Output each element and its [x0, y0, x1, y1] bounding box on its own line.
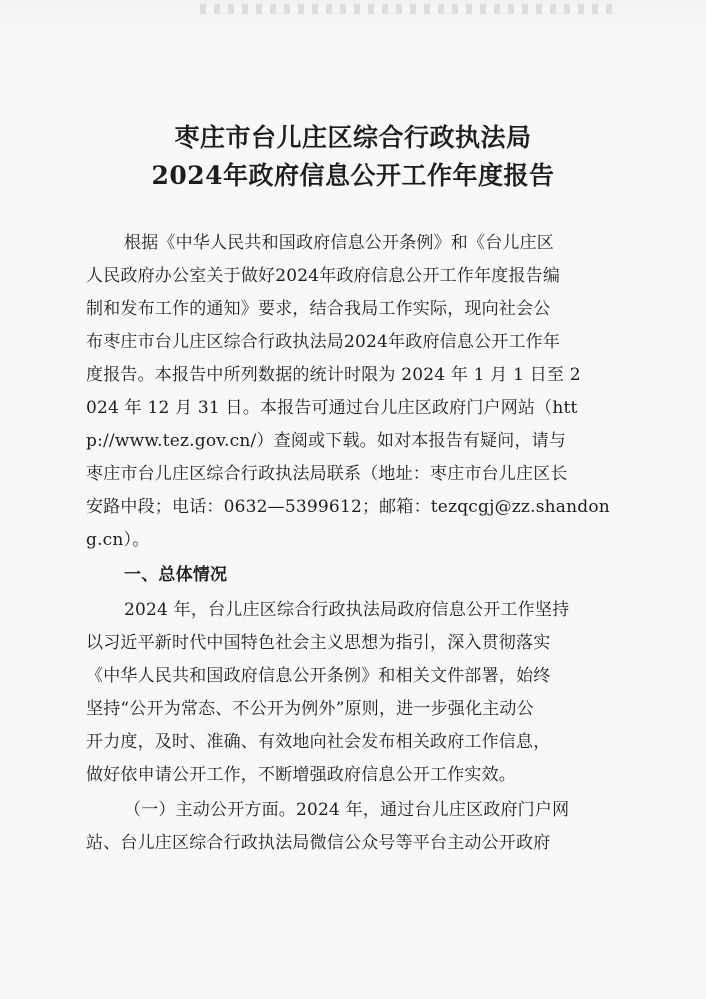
paragraph-line: 站、台儿庄区综合行政执法局微信公众号等平台主动公开政府: [86, 833, 551, 853]
paragraph-line: 人民政府办公室关于做好2024年政府信息公开工作年度报告编: [86, 266, 561, 286]
paragraph-line: 做好依申请公开工作，不断增强政府信息公开工作实效。: [86, 765, 516, 785]
paragraph-line: 枣庄市台儿庄区综合行政执法局联系（地址：枣庄市台儿庄区长: [86, 464, 568, 484]
paragraph-line: 安路中段；电话：0632—5399612；邮箱：tezqcgj@zz.shandon: [86, 497, 610, 517]
paragraph-line: 开力度，及时、准确、有效地向社会发布相关政府工作信息，: [86, 732, 551, 752]
paragraph-line: 度报告。本报告中所列数据的统计时限为 2024 年 1 月 1 日至 2: [86, 365, 581, 385]
paragraph-line: 《中华人民共和国政府信息公开条例》和相关文件部署，始终: [86, 666, 551, 686]
document-title-line-2: 2024年政府信息公开工作年度报告: [151, 161, 555, 190]
paragraph-line: 根据《中华人民共和国政府信息公开条例》和《台儿庄区: [124, 233, 554, 253]
document-title-line-1: 枣庄市台儿庄区综合行政执法局: [174, 123, 532, 152]
paragraph-line: 布枣庄市台儿庄区综合行政执法局2024年政府信息公开工作年: [86, 332, 561, 352]
paragraph-line: 024 年 12 月 31 日。本报告可通过台儿庄区政府门户网站（htt: [86, 398, 578, 418]
section-heading: 一、总体情况: [124, 565, 228, 585]
paragraph-line: 制和发布工作的通知》要求，结合我局工作实际，现向社会公: [86, 299, 551, 319]
paragraph-line: 坚持“公开为常态、不公开为例外”原则，进一步强化主动公: [86, 699, 534, 719]
paragraph-line: g.cn）。: [86, 530, 150, 550]
paragraph-line: （一）主动公开方面。2024 年，通过台儿庄区政府门户网: [124, 800, 570, 820]
paragraph-line: 2024 年，台儿庄区综合行政执法局政府信息公开工作坚持: [124, 600, 570, 620]
scan-artifact: [200, 4, 620, 14]
paragraph-line: p://www.tez.gov.cn/）查阅或下载。如对本报告有疑问，请与: [86, 431, 567, 451]
paragraph-line: 以习近平新时代中国特色社会主义思想为指引，深入贯彻落实: [86, 633, 551, 653]
